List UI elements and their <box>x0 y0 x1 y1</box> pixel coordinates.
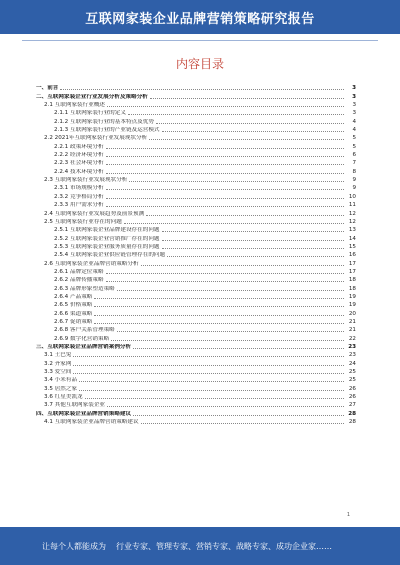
toc-entry[interactable] <box>36 243 356 251</box>
toc-leader-dots <box>146 215 344 216</box>
toc-leader-dots <box>106 198 344 199</box>
toc-leader-dots <box>149 139 344 140</box>
toc-entry-title: 二、互联网家装企业行业发展分析及策略分析 <box>36 93 148 100</box>
toc-entry-title: 2.2.4 技术环境分析 <box>54 168 104 175</box>
table-of-contents <box>36 84 356 426</box>
toc-leader-dots <box>94 298 344 299</box>
toc-entry-title: 2.6.8 客户关系管理策略 <box>54 327 115 334</box>
toc-entry[interactable] <box>36 134 356 142</box>
toc-leader-dots <box>94 315 344 316</box>
toc-leader-dots <box>106 148 344 149</box>
toc-entry[interactable] <box>36 343 356 351</box>
toc-entry-title: 2.1 互联网家装行业概述 <box>44 102 106 109</box>
toc-leader-dots <box>106 273 344 274</box>
toc-entry[interactable] <box>36 92 356 100</box>
toc-entry-page: 9 <box>352 177 356 184</box>
toc-entry[interactable] <box>36 117 356 125</box>
toc-entry-title: 2.3.3 用户需求分析 <box>54 202 104 209</box>
toc-leader-dots <box>107 106 344 107</box>
toc-entry-title: 三、互联网家装企业品牌营销案例分析 <box>36 344 132 350</box>
toc-leader-dots <box>94 323 344 324</box>
toc-entry[interactable] <box>36 268 356 276</box>
toc-entry-title: 2.2.3 社会环境分析 <box>54 160 104 167</box>
toc-entry[interactable] <box>36 309 356 317</box>
toc-entry-page: 17 <box>348 268 356 275</box>
toc-entry[interactable] <box>36 293 356 301</box>
toc-leader-dots <box>106 156 344 157</box>
toc-leader-dots <box>79 381 344 382</box>
toc-leader-dots <box>117 331 344 332</box>
toc-entry-title: 一、前言 <box>36 85 59 92</box>
toc-entry-page: 3 <box>352 110 356 117</box>
toc-entry-title: 2.6.9 数字化营销策略 <box>54 335 110 342</box>
toc-entry[interactable] <box>36 151 356 159</box>
toc-entry[interactable] <box>36 167 356 175</box>
toc-entry[interactable] <box>36 276 356 284</box>
toc-entry[interactable] <box>36 209 356 217</box>
toc-entry[interactable] <box>36 351 356 359</box>
toc-entry-page: 24 <box>348 360 356 367</box>
toc-entry[interactable] <box>36 159 356 167</box>
toc-leader-dots <box>162 240 344 241</box>
toc-leader-dots <box>129 181 344 182</box>
toc-leader-dots <box>106 189 344 190</box>
toc-entry-page: 13 <box>348 227 356 234</box>
toc-entry[interactable] <box>36 376 356 384</box>
toc-leader-dots <box>133 348 344 349</box>
toc-entry-title: 3.3 爱空间 <box>44 369 72 376</box>
toc-entry-title: 四、互联网家装企业品牌营销策略建议 <box>36 410 132 417</box>
toc-leader-dots <box>124 223 344 224</box>
toc-entry[interactable] <box>36 251 356 259</box>
toc-entry[interactable] <box>36 368 356 376</box>
toc-entry[interactable] <box>36 126 356 134</box>
toc-entry-title: 2.5.3 互联网家装企业服务质量存在的问题 <box>54 243 160 250</box>
toc-leader-dots <box>106 281 344 282</box>
toc-entry-page: 28 <box>348 419 356 426</box>
toc-entry[interactable] <box>36 101 356 109</box>
footer-bar <box>0 527 400 565</box>
toc-entry-title: 3.2 齐家网 <box>44 360 72 367</box>
toc-entry-title: 2.1.2 互联网家装行业的基本特点及优势 <box>54 118 154 125</box>
toc-entry-title: 2.6.3 品牌形象塑造策略 <box>54 285 115 292</box>
header-bar <box>0 0 400 34</box>
toc-entry[interactable] <box>36 109 356 117</box>
toc-entry-page: 3 <box>352 102 356 109</box>
toc-leader-dots <box>162 231 344 232</box>
toc-entry-page: 19 <box>348 293 356 300</box>
toc-leader-dots <box>141 423 344 424</box>
toc-leader-dots <box>106 206 344 207</box>
toc-entry[interactable] <box>36 192 356 200</box>
toc-entry[interactable] <box>36 401 356 409</box>
toc-entry[interactable] <box>36 409 356 417</box>
toc-entry[interactable] <box>36 234 356 242</box>
toc-entry-page: 6 <box>352 152 356 159</box>
toc-entry-title: 2.4 互联网家装行业发展趋势及前景预测 <box>44 210 145 217</box>
toc-leader-dots <box>141 265 344 266</box>
toc-entry-title: 2.3 互联网家装行业发展现状分析 <box>44 177 128 184</box>
toc-entry-page: 5 <box>352 143 356 150</box>
toc-entry-page: 11 <box>348 202 356 209</box>
toc-entry-title: 2.5 互联网家装行业存在的问题 <box>44 218 122 225</box>
toc-leader-dots <box>73 365 344 366</box>
toc-leader-dots <box>73 373 344 374</box>
toc-leader-dots <box>162 131 344 132</box>
toc-entry-page: 10 <box>348 193 356 200</box>
toc-entry-title: 3.5 居然之家 <box>44 385 78 392</box>
toc-leader-dots <box>79 390 344 391</box>
toc-leader-dots <box>94 306 344 307</box>
toc-entry[interactable] <box>36 384 356 392</box>
toc-entry-page: 23 <box>348 344 356 350</box>
toc-entry-page: 19 <box>348 302 356 309</box>
toc-entry-page: 17 <box>348 260 356 267</box>
toc-entry[interactable] <box>36 318 356 326</box>
toc-entry-title: 2.1.3 互联网家装行业的产业链及运营模式 <box>54 127 160 134</box>
toc-entry-title: 2.6.6 渠道策略 <box>54 310 93 317</box>
toc-entry-title: 2.2.1 政策环境分析 <box>54 143 104 150</box>
toc-entry-page: 12 <box>348 218 356 225</box>
toc-leader-dots <box>60 89 344 90</box>
toc-entry-title: 2.5.2 互联网家装企业营销推广存在的问题 <box>54 235 160 242</box>
toc-entry[interactable] <box>36 326 356 334</box>
toc-entry-title: 3.6 红星美凯龙 <box>44 394 83 401</box>
toc-entry-title: 3.7 其他互联网家装企业 <box>44 402 106 409</box>
toc-leader-dots <box>128 114 344 115</box>
toc-entry-page: 14 <box>348 235 356 242</box>
toc-entry-title: 2.5.1 互联网家装企业品牌建设存在的问题 <box>54 227 160 234</box>
toc-leader-dots <box>162 248 344 249</box>
toc-entry-page: 8 <box>352 168 356 175</box>
toc-leader-dots <box>106 173 344 174</box>
toc-entry-title: 2.3.1 市场规模分析 <box>54 185 104 192</box>
toc-entry-title: 2.6.7 促销策略 <box>54 318 93 325</box>
toc-entry-title: 3.1 土巴兔 <box>44 352 72 359</box>
toc-entry-page: 21 <box>348 318 356 325</box>
header-divider <box>22 40 378 41</box>
toc-entry[interactable] <box>36 418 356 426</box>
toc-leader-dots <box>107 406 344 407</box>
toc-entry-page: 16 <box>348 252 356 259</box>
toc-entry-page: 26 <box>348 394 356 401</box>
toc-entry-page: 26 <box>348 385 356 392</box>
toc-entry[interactable] <box>36 359 356 367</box>
footer-slogan: 让每个人都能成为 <box>42 541 106 551</box>
toc-entry-page: 25 <box>348 377 356 384</box>
toc-entry-page: 20 <box>348 310 356 317</box>
page-number: 1 <box>346 512 350 518</box>
toc-leader-dots <box>150 98 344 99</box>
toc-entry-title: 2.3.2 竞争格局分析 <box>54 193 104 200</box>
toc-entry[interactable] <box>36 301 356 309</box>
toc-leader-dots <box>73 356 344 357</box>
toc-leader-dots <box>133 415 344 416</box>
toc-entry-title: 2.6.4 产品策略 <box>54 293 93 300</box>
toc-entry[interactable] <box>36 284 356 292</box>
toc-entry-title: 2.6.5 价格策略 <box>54 302 93 309</box>
toc-leader-dots <box>111 340 344 341</box>
toc-entry-page: 7 <box>352 160 356 167</box>
toc-leader-dots <box>85 398 344 399</box>
toc-entry[interactable] <box>36 226 356 234</box>
toc-entry-page: 21 <box>348 327 356 334</box>
toc-entry-page: 25 <box>348 369 356 376</box>
toc-leader-dots <box>106 164 344 165</box>
footer-roles: 行业专家、管理专家、营销专家、战略专家、成功企业家…… <box>116 541 332 551</box>
toc-entry[interactable] <box>36 184 356 192</box>
toc-entry-page: 18 <box>348 285 356 292</box>
toc-entry-page: 5 <box>352 135 356 142</box>
toc-entry-page: 4 <box>352 118 356 125</box>
toc-entry[interactable] <box>36 218 356 226</box>
toc-entry-title: 2.2 2021年互联网家装行业发展现状分析 <box>44 135 148 142</box>
toc-entry-title: 2.5.4 互联网家装企业供应链管理存在的问题 <box>54 252 166 259</box>
toc-entry[interactable] <box>36 201 356 209</box>
toc-leader-dots <box>117 290 344 291</box>
toc-entry[interactable] <box>36 334 356 342</box>
report-title: 互联网家装企业品牌营销策略研究报告 <box>85 11 315 27</box>
toc-entry-page: 9 <box>352 185 356 192</box>
toc-entry-title: 2.2.2 经济环境分析 <box>54 152 104 159</box>
toc-entry-title: 2.6.1 品牌定位策略 <box>54 268 104 275</box>
toc-entry-page: 15 <box>348 243 356 250</box>
toc-entry[interactable] <box>36 176 356 184</box>
toc-entry-page: 3 <box>352 93 356 100</box>
toc-entry-page: 28 <box>348 410 356 417</box>
toc-entry-page: 23 <box>348 352 356 359</box>
toc-entry-page: 18 <box>348 277 356 284</box>
toc-entry-page: 3 <box>352 85 356 92</box>
toc-entry-title: 2.6 互联网家装企业品牌营销策略分析 <box>44 260 139 267</box>
toc-leader-dots <box>167 256 344 257</box>
toc-entry[interactable] <box>36 393 356 401</box>
toc-entry[interactable] <box>36 142 356 150</box>
toc-entry-title: 2.1.1 互联网家装行业的定义 <box>54 110 126 117</box>
toc-entry-page: 22 <box>348 335 356 342</box>
toc-heading: 内容目录 <box>175 57 224 71</box>
toc-entry[interactable] <box>36 259 356 267</box>
toc-entry-page: 4 <box>352 127 356 134</box>
toc-entry-page: 27 <box>348 402 356 409</box>
toc-entry-title: 3.4 小米有品 <box>44 377 78 384</box>
toc-leader-dots <box>156 123 344 124</box>
toc-entry[interactable] <box>36 84 356 92</box>
toc-entry-page: 12 <box>348 210 356 217</box>
toc-entry-title: 2.6.2 品牌传播策略 <box>54 277 104 284</box>
toc-entry-title: 4.1 互联网家装企业品牌营销策略建议 <box>44 419 139 426</box>
